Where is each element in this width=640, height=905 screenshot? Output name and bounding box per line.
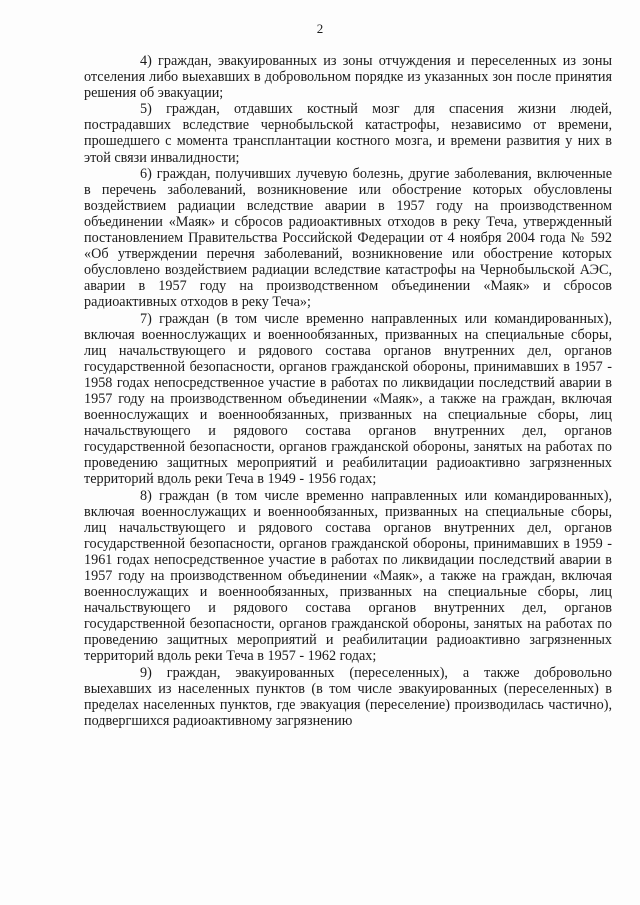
- paragraph-item-6: 6) граждан, получивших лучевую болезнь, другие заболевания, включенные в перечень заболеваний, возникновение или обострение которых обусловлены воздействием радиации вследствие аварии в 1957 году на производственном объединении «Маяк» и сбросов радиоактивных отходов в реку Теча, утвержденный постановлением Правительства Российской Федерации от 4 ноября 2004 года № 592 «Об утверждении перечня заболеваний, возникновение или обострение которых обусловлено воздействием радиации вследствие катастрофы на Чернобыльской АЭС, аварии в 1957 году на производственном объединении «Маяк» и сбросов радиоактивных отходов в реку Теча»;: [84, 165, 612, 311]
- paragraph-item-8: 8) граждан (в том числе временно направленных или командированных), включая военнослужащих и военнообязанных, призванных на специальные сборы, лиц начальствующего и рядового состава органов внутренних дел, органов государственной безопасности, органов гражданской обороны, принимавших в 1959 - 1961 годах непосредственное участие в работах по ликвидации последствий аварии в 1957 году на производственном объединении «Маяк», а также на граждан, включая военнослужащих и военнообязанных, призванных на специальные сборы, лиц начальствующего и рядового состава органов внутренних дел, органов государственной безопасности, органов гражданской обороны, занятых на работах по проведению защитных мероприятий и реабилитации радиоактивно загрязненных территорий вдоль реки Теча в 1957 - 1962 годах;: [84, 487, 612, 665]
- document-body: [84, 53, 612, 729]
- paragraph-item-9: 9) граждан, эвакуированных (переселенных), а также добровольно выехавших из населенных пунктов (в том числе эвакуированных (переселенных) в пределах населенных пунктов, где эвакуация (переселение) производилась частично), подвергшихся радиоактивному загрязнению: [84, 664, 612, 729]
- page-number: 2: [316, 21, 324, 36]
- paragraph-item-5: 5) граждан, отдавших костный мозг для спасения жизни людей, пострадавших вследствие чернобыльской катастрофы, независимо от времени, прошедшего с момента трансплантации костного мозга, и времени развития у них в этой связи инвалидности;: [84, 101, 612, 166]
- paragraph-item-4: 4) граждан, эвакуированных из зоны отчуждения и переселенных из зоны отселения либо выехавших в добровольном порядке из указанных зон после принятия решения об эвакуации;: [84, 53, 612, 102]
- paragraph-item-7: 7) граждан (в том числе временно направленных или командированных), включая военнослужащих и военнообязанных, призванных на специальные сборы, лиц начальствующего и рядового состава органов внутренних дел, органов государственной безопасности, органов гражданской обороны, принимавших в 1957 - 1958 годах непосредственное участие в работах по ликвидации последствий аварии в 1957 году на производственном объединении «Маяк», а также на граждан, включая военнослужащих и военнообязанных, призванных на специальные сборы, лиц начальствующего и рядового состава органов внутренних дел, органов государственной безопасности, органов гражданской обороны, занятых на работах по проведению защитных мероприятий и реабилитации радиоактивно загрязненных территорий вдоль реки Теча в 1949 - 1956 годах;: [84, 310, 612, 488]
